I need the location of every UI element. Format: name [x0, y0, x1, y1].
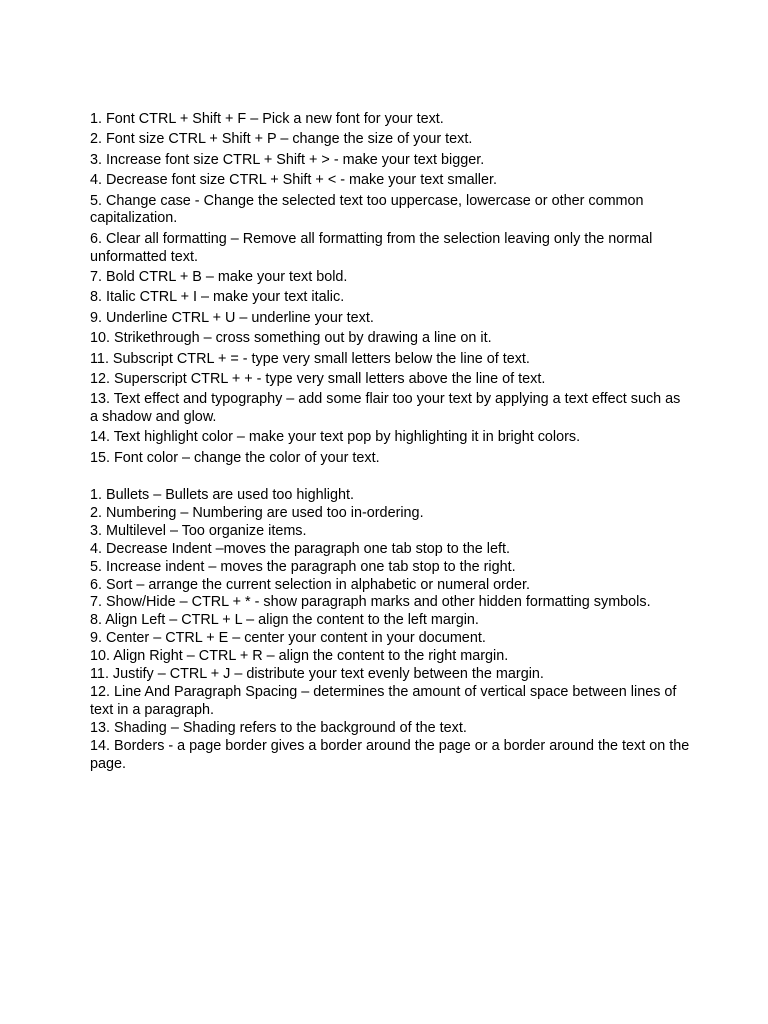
list-item: 14. Text highlight color – make your text pop by highlighting it in bright colors.	[90, 429, 581, 446]
list-item: 6. Clear all formatting – Remove all formatting from the selection leaving only the normal unformatted text.	[90, 230, 653, 265]
list-item: 2. Font size CTRL + Shift + P – change the size of your text.	[90, 131, 473, 148]
list-item: 4. Decrease font size CTRL + Shift + < - make your text smaller.	[90, 172, 497, 189]
list-item: 1. Bullets – Bullets are used too highlight.	[90, 487, 354, 503]
list-item: 10. Strikethrough – cross something out by drawing a line on it.	[90, 330, 492, 347]
list-item: 5. Increase indent – moves the paragraph one tab stop to the right.	[90, 558, 516, 575]
list-item: 4. Decrease Indent –moves the paragraph one tab stop to the left.	[90, 540, 510, 557]
list-item: 2. Numbering – Numbering are used too in-ordering.	[90, 504, 424, 521]
list-item: 13. Shading – Shading refers to the background of the text.	[90, 719, 467, 736]
list-item: 13. Text effect and typography – add some flair too your text by applying a text effect such as a shadow and glow.	[90, 391, 681, 426]
list-item: 3. Multilevel – Too organize items.	[90, 522, 307, 539]
list-item: 15. Font color – change the color of your text.	[90, 449, 380, 466]
list-item: 11. Subscript CTRL + = - type very small letters below the line of text.	[90, 350, 530, 367]
list-item: 8. Italic CTRL + I – make your text italic.	[90, 289, 345, 306]
list-item: 6. Sort – arrange the current selection in alphabetic or numeral order.	[90, 576, 530, 593]
paragraph-formatting-list	[90, 487, 690, 774]
list-item: 9. Center – CTRL + E – center your content in your document.	[90, 630, 486, 647]
list-item: 14. Borders - a page border gives a border around the page or a border around the text on the page.	[90, 737, 690, 772]
list-item: 7. Show/Hide – CTRL + * - show paragraph marks and other hidden formatting symbols.	[90, 594, 651, 611]
list-item: 10. Align Right – CTRL + R – align the content to the right margin.	[90, 648, 509, 665]
font-formatting-list	[90, 111, 690, 470]
list-item: 11. Justify – CTRL + J – distribute your text evenly between the margin.	[90, 666, 544, 683]
list-item: 5. Change case - Change the selected text too uppercase, lowercase or other common capitalization.	[90, 192, 644, 227]
list-item: 9. Underline CTRL + U – underline your text.	[90, 309, 374, 326]
list-item: 3. Increase font size CTRL + Shift + > - make your text bigger.	[90, 151, 485, 168]
list-item: 7. Bold CTRL + B – make your text bold.	[90, 268, 348, 285]
list-item: 12. Superscript CTRL + + - type very small letters above the line of text.	[90, 370, 546, 387]
list-item: 1. Font CTRL + Shift + F – Pick a new font for your text.	[90, 111, 444, 127]
list-item: 12. Line And Paragraph Spacing – determines the amount of vertical space between lines of text in a paragraph.	[90, 683, 677, 718]
list-item: 8. Align Left – CTRL + L – align the content to the left margin.	[90, 612, 479, 629]
